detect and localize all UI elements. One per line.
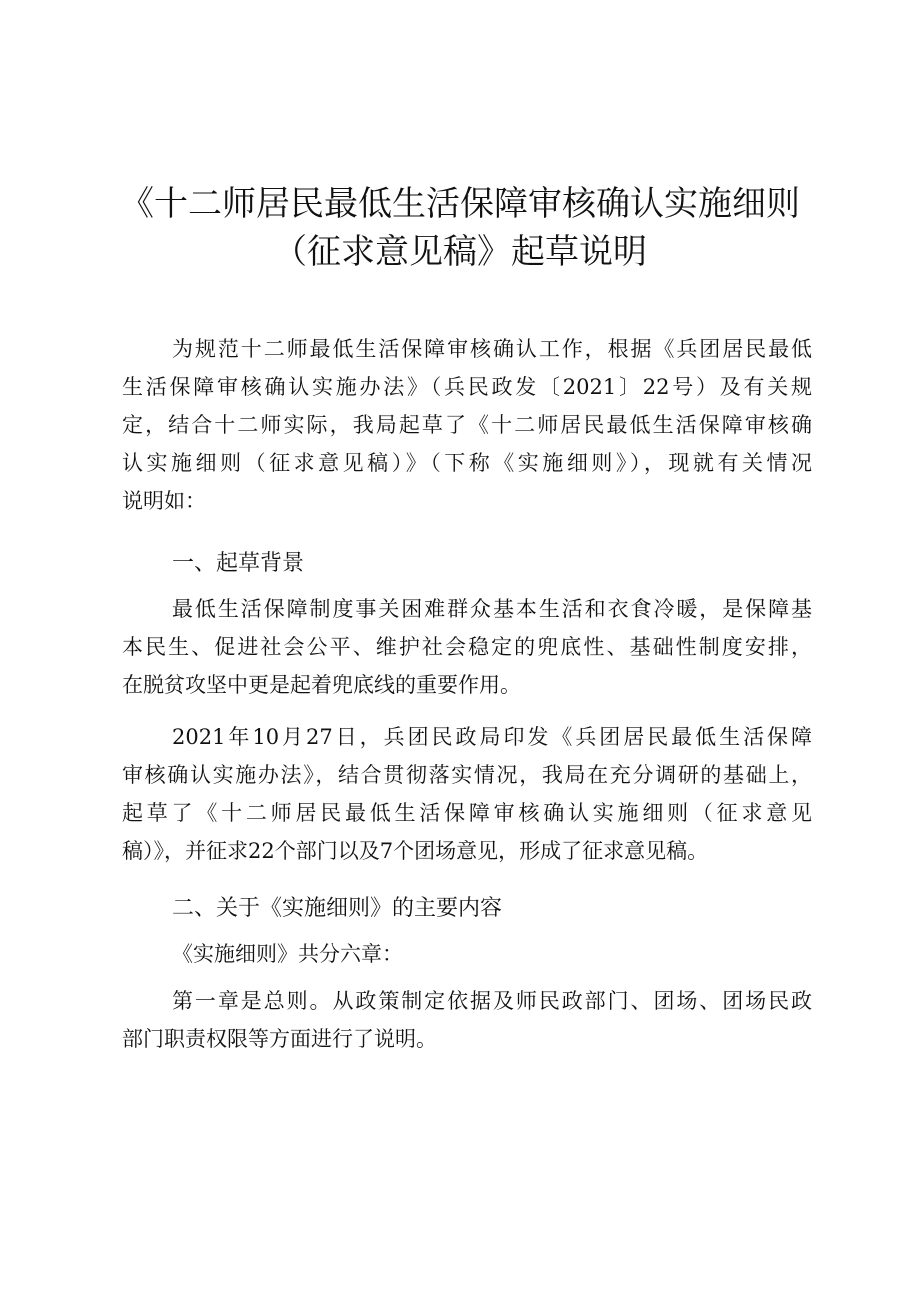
section-1-paragraph-1 [122, 590, 812, 704]
intro-line-1: 为规范十二师最低生活保障审核确认工作，根据《兵团居民最低 [172, 337, 812, 361]
section-1-para-2-line-1: 2021年10月27日，兵团民政局印发《兵团居民最低生活保障 [172, 725, 812, 749]
section-1-para-2-line-3: 起草了《十二师居民最低生活保障审核确认实施细则（征求意见 [122, 801, 812, 825]
section-2-para-1-line-1: 《实施细则》共分六章： [172, 942, 403, 966]
document-title-line-2: （征求意见稿》起草说明 [273, 232, 647, 272]
section-1-paragraph-2 [122, 718, 812, 870]
document-title-line-1: 《十二师居民最低生活保障审核确认实施细则 [120, 184, 800, 224]
section-1-para-2-line-4: 稿）》，并征求22个部门以及7个团场意见，形成了征求意见稿。 [122, 839, 709, 863]
section-2-paragraph-1 [122, 935, 812, 973]
intro-line-2: 生活保障审核确认实施办法》（兵民政发〔2021〕22号）及有关规 [122, 375, 812, 399]
section-2-paragraph-2 [122, 982, 812, 1058]
intro-paragraph [122, 330, 812, 520]
intro-line-3: 定，结合十二师实际，我局起草了《十二师居民最低生活保障审核确 [122, 413, 812, 437]
section-2-para-2-line-2: 部门职责权限等方面进行了说明。 [122, 1027, 437, 1051]
section-1-para-2-line-2: 审核确认实施办法》，结合贯彻落实情况，我局在充分调研的基础上， [122, 763, 812, 787]
section-2-heading: 二、关于《实施细则》的主要内容 [172, 896, 503, 921]
section-1-para-1-line-1: 最低生活保障制度事关困难群众基本生活和衣食冷暖，是保障基 [172, 597, 812, 621]
section-1-heading: 一、起草背景 [172, 551, 305, 576]
intro-line-5: 说明如： [122, 489, 206, 513]
section-1-para-1-line-3: 在脱贫攻坚中更是起着兜底线的重要作用。 [122, 673, 521, 697]
section-2-para-2-line-1: 第一章是总则。从政策制定依据及师民政部门、团场、团场民政 [172, 989, 812, 1013]
intro-line-4: 认实施细则（征求意见稿）》（下称《实施细则》），现就有关情况 [122, 451, 812, 475]
section-1-para-1-line-2: 本民生、促进社会公平、维护社会稳定的兜底性、基础性制度安排， [122, 635, 812, 659]
